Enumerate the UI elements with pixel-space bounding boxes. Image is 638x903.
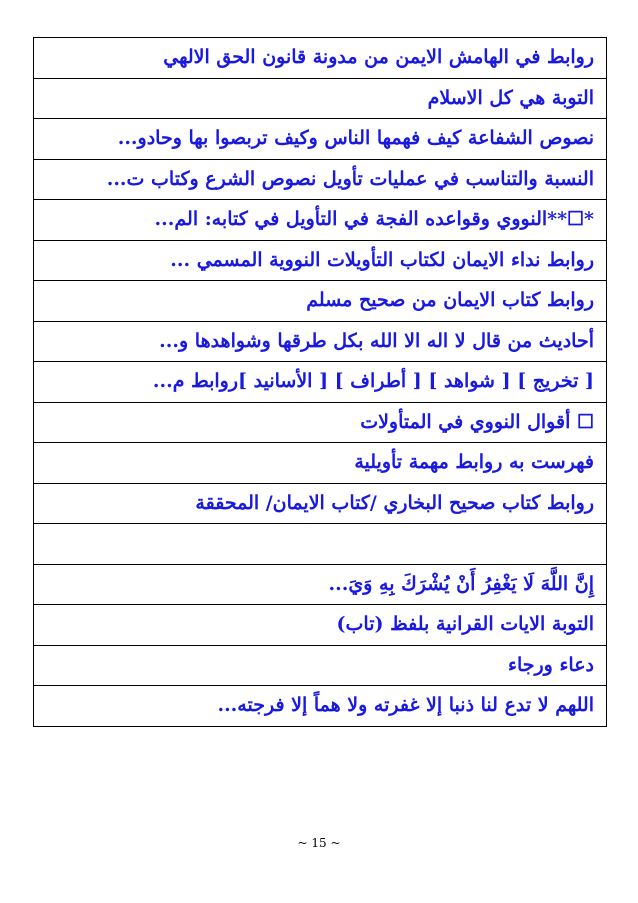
link-row-5[interactable]: *☐**النووي وقواعده الفجة في التأويل في كتابه: الم... xyxy=(34,200,607,241)
table-row xyxy=(34,281,607,322)
link-row-6[interactable]: روابط نداء الايمان لكتاب التأويلات النووية المسمي ... xyxy=(34,240,607,281)
table-row xyxy=(34,524,607,565)
table-row xyxy=(34,443,607,484)
link-row-3[interactable]: نصوص الشفاعة كيف فهمها الناس وكيف تربصوا بها وحادو... xyxy=(34,119,607,160)
table-row xyxy=(34,240,607,281)
table-row xyxy=(34,321,607,362)
page-number: ~ 15 ~ xyxy=(297,836,341,850)
link-row-11[interactable]: فهرست به روابط مهمة تأويلية xyxy=(34,443,607,484)
empty-row xyxy=(34,524,607,565)
table-row xyxy=(34,402,607,443)
link-row-2[interactable]: التوبة هي كل الاسلام xyxy=(34,78,607,119)
table-row xyxy=(34,119,607,160)
table-row xyxy=(34,645,607,686)
table-row xyxy=(34,159,607,200)
table-row xyxy=(34,483,607,524)
links-table xyxy=(33,37,607,727)
table-row xyxy=(34,200,607,241)
link-row-1[interactable]: روابط في الهامش الايمن من مدونة قانون الحق الالهي xyxy=(34,38,607,79)
link-row-4[interactable]: النسبة والتناسب في عمليات تأويل نصوص الشرع وكتاب ت... xyxy=(34,159,607,200)
table-row xyxy=(34,564,607,605)
table-row xyxy=(34,78,607,119)
link-row-16[interactable]: دعاء ورجاء xyxy=(34,645,607,686)
link-row-14[interactable]: إِنَّ اللَّهَ لَا يَغْفِرُ أَنْ يُشْرَكَ بِهِ وَيَ... xyxy=(34,564,607,605)
table-row xyxy=(34,38,607,79)
table-row xyxy=(34,605,607,646)
table-row xyxy=(34,686,607,727)
table-row xyxy=(34,362,607,403)
link-row-17[interactable]: اللهم لا تدع لنا ذنبا إلا غفرته ولا هماً إلا فرجته... xyxy=(34,686,607,727)
link-row-15[interactable]: التوبة الايات القرانية بلفظ (تاب) xyxy=(34,605,607,646)
link-row-10[interactable]: ☐ أقوال النووي في المتأولات xyxy=(34,402,607,443)
link-row-9[interactable]: [ تخريج ] [ شواهد ] [ أطراف ] [ الأسانيد ]روابط م... xyxy=(34,362,607,403)
link-row-12[interactable]: روابط كتاب صحيح البخاري /كتاب الايمان/ المحققة xyxy=(34,483,607,524)
link-row-7[interactable]: روابط كتاب الايمان من صحيح مسلم xyxy=(34,281,607,322)
link-row-8[interactable]: أحاديث من قال لا اله الا الله بكل طرقها وشواهدها و... xyxy=(34,321,607,362)
